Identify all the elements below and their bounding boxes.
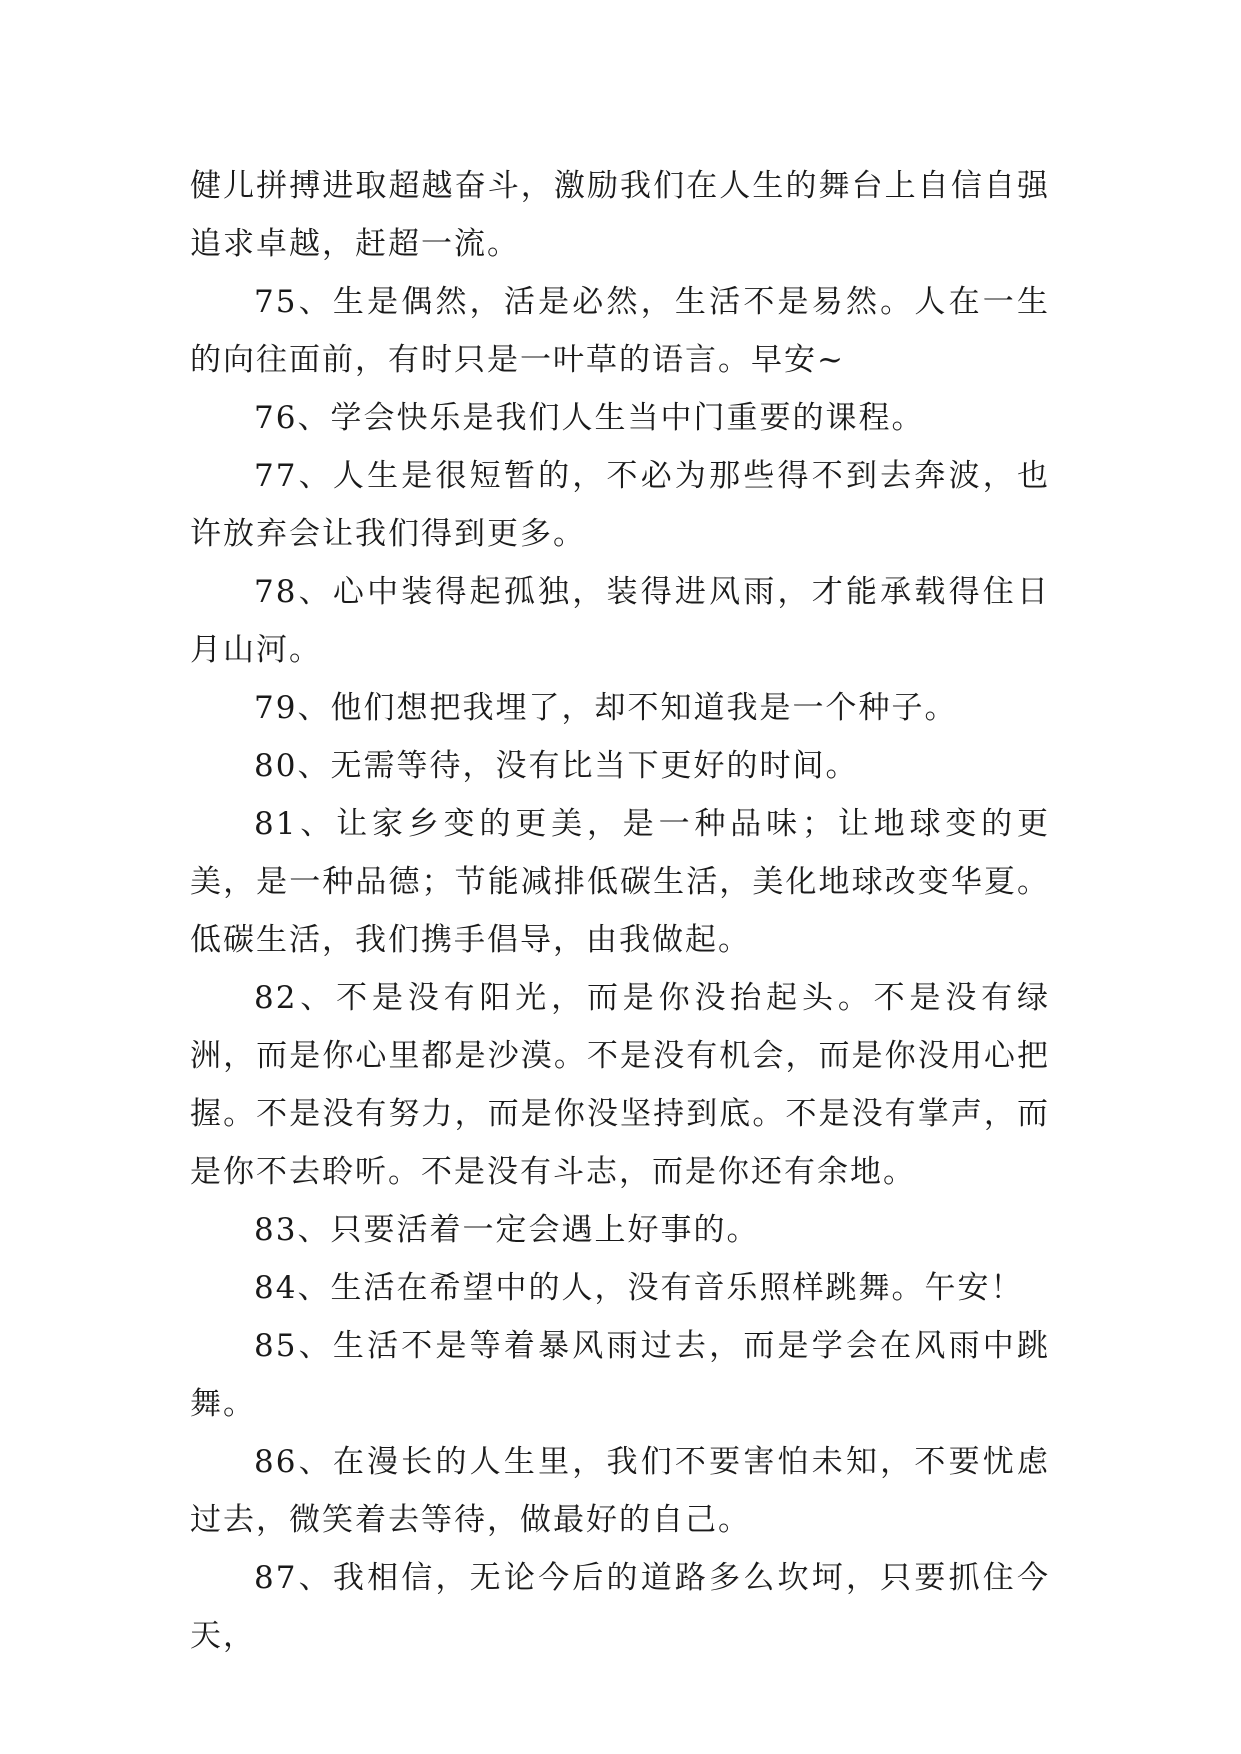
paragraph-80: 80、无需等待，没有比当下更好的时间。 xyxy=(254,748,859,784)
paragraph-85: 85、生活不是等着暴风雨过去，而是学会在风雨中跳舞。 xyxy=(190,1328,1050,1422)
paragraph-83: 83、只要活着一定会遇上好事的。 xyxy=(254,1212,760,1248)
paragraph-79: 79、他们想把我埋了，却不知道我是一个种子。 xyxy=(254,690,958,726)
paragraph-81: 81、让家乡变的更美，是一种品味；让地球变的更美，是一种品德；节能减排低碳生活，美化地球改变华夏。低碳生活，我们携手倡导，由我做起。 xyxy=(190,806,1050,958)
paragraph-82: 82、不是没有阳光，而是你没抬起头。不是没有绿洲，而是你心里都是沙漠。不是没有机会，而是你没用心把握。不是没有努力，而是你没坚持到底。不是没有掌声，而是你不去聆听。不是没有斗志，而是你还有余地。 xyxy=(190,980,1050,1190)
paragraph-86: 86、在漫长的人生里，我们不要害怕未知，不要忧虑过去，微笑着去等待，做最好的自己。 xyxy=(190,1444,1050,1538)
paragraph-87: 87、我相信，无论今后的道路多么坎坷，只要抓住今天， xyxy=(190,1560,1050,1654)
paragraph-76: 76、学会快乐是我们人生当中门重要的课程。 xyxy=(254,400,925,436)
document-body xyxy=(190,157,1050,1665)
paragraph-continuation: 健儿拼搏进取超越奋斗，激励我们在人生的舞台上自信自强追求卓越，赶超一流。 xyxy=(190,168,1050,262)
paragraph-75: 75、生是偶然，活是必然，生活不是易然。人在一生的向往面前，有时只是一叶草的语言。早安~ xyxy=(190,284,1050,378)
paragraph-78: 78、心中装得起孤独，装得进风雨，才能承载得住日月山河。 xyxy=(190,574,1050,668)
paragraph-84: 84、生活在希望中的人，没有音乐照样跳舞。午安！ xyxy=(254,1270,1024,1306)
paragraph-77: 77、人生是很短暂的，不必为那些得不到去奔波，也许放弃会让我们得到更多。 xyxy=(190,458,1050,552)
